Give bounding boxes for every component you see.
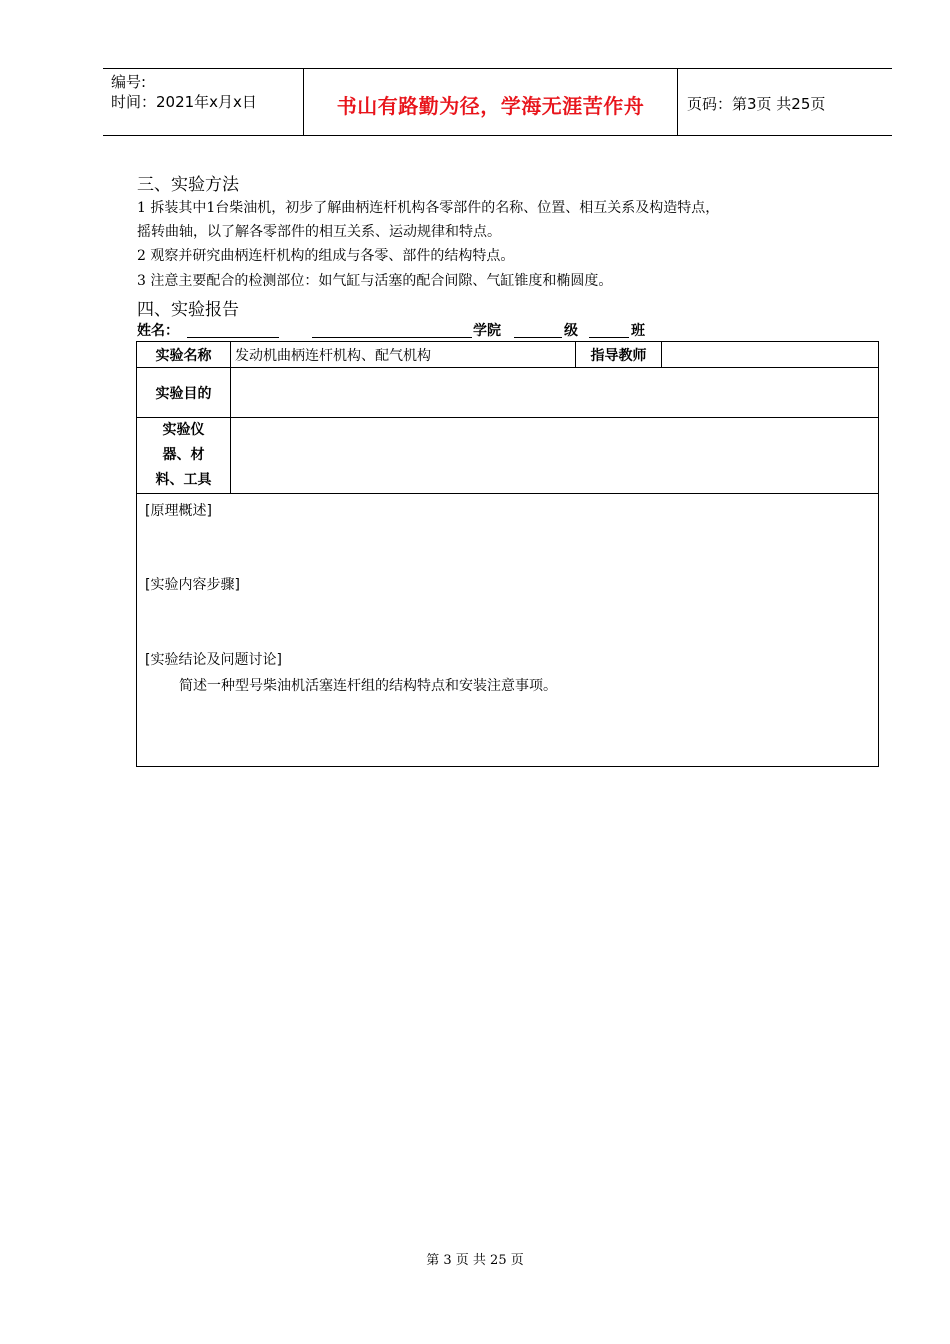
header-divider	[677, 69, 678, 135]
purpose-label: 实验目的	[137, 368, 231, 418]
exp-name-value: 发动机曲柄连杆机构、配气机构	[231, 342, 576, 368]
table-row	[137, 418, 879, 494]
section3-item3: 3 注意主要配合的检测部位：如气缸与活塞的配合间隙、气缸锥度和椭圆度。	[137, 273, 613, 289]
equip-value[interactable]	[231, 418, 879, 494]
section3-item1-line2: 摇转曲轴，以了解各零部件的相互关系、运动规律和特点。	[137, 224, 501, 240]
report-body-cell[interactable]	[137, 494, 879, 767]
section4-title: 四、实验报告	[137, 300, 239, 320]
page-header	[103, 68, 892, 136]
teacher-label: 指导教师	[576, 342, 662, 368]
section3-title: 三、实验方法	[137, 175, 239, 195]
teacher-value[interactable]	[662, 342, 879, 368]
grade-blank[interactable]	[514, 337, 562, 338]
equip-label-line: 实验仪	[162, 422, 205, 438]
conclusion-text: 简述一种型号柴油机活塞连杆组的结构特点和安装注意事项。	[179, 678, 557, 694]
college-label: 学院	[473, 323, 501, 339]
report-table	[136, 341, 879, 767]
header-motto: 书山有路勤为径，学海无涯苦作舟	[336, 94, 645, 118]
grade-label: 级	[564, 323, 578, 339]
table-row	[137, 368, 879, 418]
college-blank[interactable]	[312, 337, 472, 338]
table-row	[137, 494, 879, 767]
conclusion-heading: [实验结论及问题讨论]	[145, 652, 282, 668]
page-footer: 第 3 页 共 25 页	[426, 1253, 524, 1268]
name-label: 姓名：	[137, 323, 179, 339]
section3-item1-line1: 1 拆装其中1台柴油机，初步了解曲柄连杆机构各零部件的名称、位置、相互关系及构造特点，	[137, 200, 720, 216]
class-label: 班	[631, 323, 645, 339]
name-blank[interactable]	[187, 337, 279, 338]
principle-heading: [原理概述]	[145, 503, 212, 519]
exp-name-label: 实验名称	[137, 342, 231, 368]
equip-label-line: 器、材	[162, 447, 205, 463]
equip-label	[137, 418, 231, 494]
purpose-value[interactable]	[231, 368, 879, 418]
header-meta	[111, 72, 257, 112]
steps-heading: [实验内容步骤]	[145, 577, 240, 593]
class-blank[interactable]	[589, 337, 629, 338]
number-label: 编号:	[111, 73, 147, 91]
header-page-info: 页码：第3页 共25页	[687, 95, 826, 113]
table-row	[137, 342, 879, 368]
section3-item2: 2 观察并研究曲柄连杆机构的组成与各零、部件的结构特点。	[137, 248, 515, 264]
equip-label-line: 料、工具	[155, 472, 212, 488]
time-label: 时间：2021年x月x日	[111, 93, 257, 111]
